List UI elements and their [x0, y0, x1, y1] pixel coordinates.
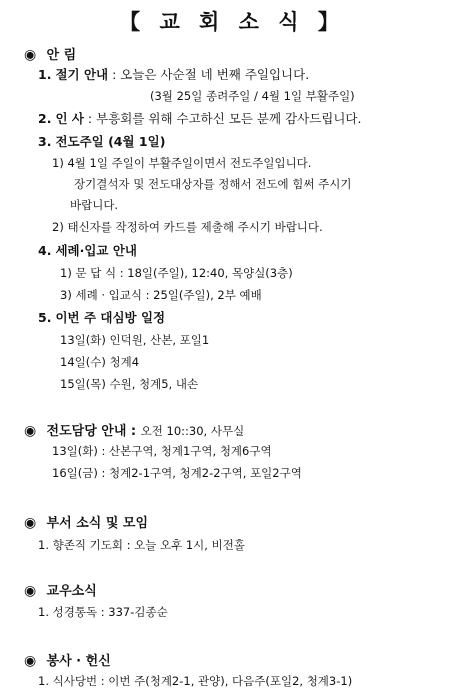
item-number: 5. — [38, 310, 52, 325]
section-service-title: 봉사 · 헌신 — [46, 654, 111, 669]
announce-item-3 — [38, 134, 165, 150]
page-title: 【 교 회 소 식 】 — [119, 9, 345, 34]
bullet-mark-icon: ◉ — [24, 653, 37, 669]
section-members-heading — [24, 580, 97, 599]
announce-item-5 — [38, 310, 165, 326]
item5-sub-1: 13일(화) 인덕원, 산본, 포일1 — [60, 333, 210, 347]
dept-line-1: 1. 향존직 기도회 : 오늘 오후 1시, 비전홀 — [38, 538, 245, 552]
item-text: 부흥회를 위해 수고하신 모든 분께 감사드립니다. — [96, 111, 362, 126]
members-line-1: 1. 성경통독 : 337-김종순 — [38, 605, 168, 619]
item-text: 오늘은 사순절 네 번째 주일입니다. — [120, 67, 310, 82]
section-evangelism-title: 전도담당 안내 : — [46, 424, 141, 439]
item3-sub-2: 2) 태신자를 작정하여 카드를 제출해 주시기 바랍니다. — [52, 220, 323, 234]
announce-item-1 — [38, 67, 309, 83]
bullet-mark-icon: ◉ — [24, 583, 37, 599]
section-dept-title: 부서 소식 및 모임 — [46, 516, 149, 531]
announce-item-4 — [38, 243, 137, 259]
item-label: 이번 주 대심방 일정 — [55, 310, 166, 325]
item-sep: : — [83, 111, 97, 126]
item-number: 3. — [38, 134, 52, 149]
item-number: 4. — [38, 243, 52, 258]
evangelism-line-1: 13일(화) : 산본구역, 청계1구역, 청계6구역 — [52, 444, 272, 458]
item-label: 전도주일 (4월 1일) — [55, 134, 166, 149]
service-line-1: 1. 식사당번 : 이번 주(청계2-1, 관양), 다음주(포일2, 청계3-1) — [38, 674, 353, 688]
item-label: 세례·입교 안내 — [55, 243, 137, 258]
item-sep: : — [108, 67, 121, 82]
item-number: 1. — [38, 67, 52, 82]
section-dept-heading — [24, 512, 148, 531]
item-label: 인 사 — [55, 111, 84, 126]
bullet-mark-icon: ◉ — [24, 47, 37, 63]
section-service-heading — [24, 650, 111, 669]
section-members-title: 교우소식 — [46, 584, 97, 599]
bullet-mark-icon: ◉ — [24, 515, 37, 531]
evangelism-info: 오전 10::30, 사무실 — [140, 424, 245, 438]
announce-item-2 — [38, 111, 361, 127]
item4-sub-1: 1) 문 답 식 : 18일(주일), 12:40, 목양실(3층) — [60, 266, 293, 280]
item5-sub-2: 14일(수) 청계4 — [60, 355, 140, 369]
item-number: 2. — [38, 111, 52, 126]
item3-sub-1-cont2: 바랍니다. — [70, 198, 119, 212]
item3-sub-1: 1) 4월 1일 주일이 부활주일이면서 전도주일입니다. — [52, 156, 312, 170]
item3-sub-1-cont: 장기결석자 및 전도대상자를 정해서 전도에 힘써 주시기 — [74, 177, 352, 191]
item4-sub-2: 3) 세례 · 입교식 : 25일(주일), 2부 예배 — [60, 288, 262, 302]
bullet-mark-icon: ◉ — [24, 423, 37, 439]
item5-sub-3: 15일(목) 수원, 청계5, 내손 — [60, 377, 199, 391]
section-evangelism-heading — [24, 420, 244, 439]
item-label: 절기 안내 — [55, 67, 109, 82]
section-announce-title: 안 림 — [46, 48, 77, 63]
evangelism-line-2: 16일(금) : 청계2-1구역, 청계2-2구역, 포일2구역 — [52, 466, 302, 480]
section-announce-heading — [24, 44, 76, 63]
announce-item-1-cont: (3월 25일 종려주일 / 4월 1일 부활주일) — [150, 89, 355, 103]
